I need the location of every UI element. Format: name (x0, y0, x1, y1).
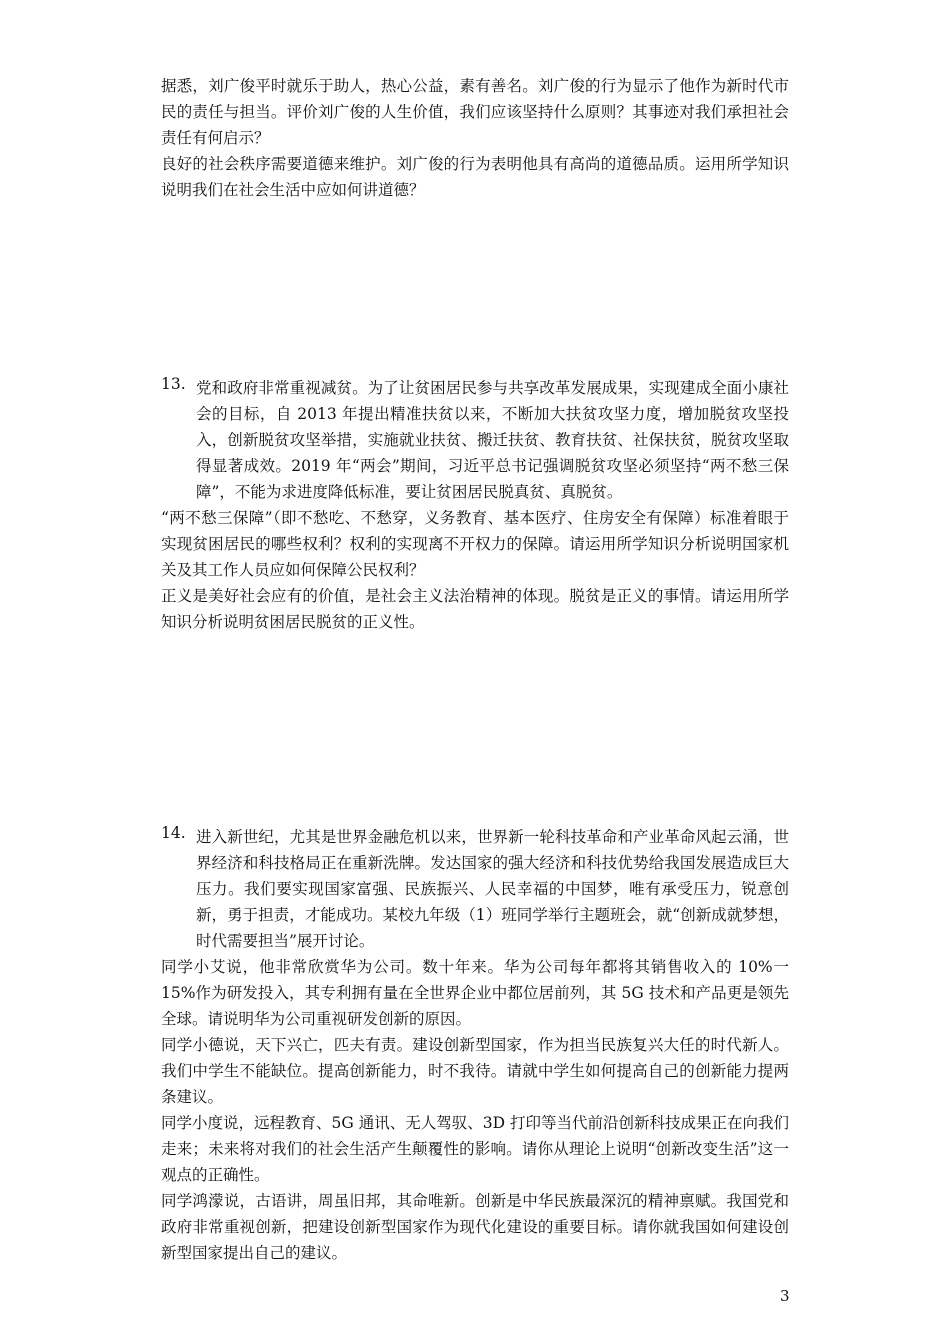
intro-paragraph: 据悉，刘广俊平时就乐于助人，热心公益，素有善名。刘广俊的行为显示了他作为新时代市民的责任与担当。评价刘广俊的人生价值，我们应该坚持什么原则？其事迹对我们承担社会责任有何启示？ (161, 77, 789, 147)
question-14-sub-3: 同学小度说，远程教育、5G 通讯、无人驾驭、3D 打印等当代前沿创新科技成果正在向我们走来；未来将对我们的社会生活产生颠覆性的影响。请你从理论上说明“创新改变生活”这一观点的正确性。 (161, 1114, 789, 1184)
intro-section (161, 73, 789, 203)
question-14-sub-2: 同学小德说，天下兴亡，匹夫有责。建设创新型国家，作为担当民族复兴大任的时代新人。我们中学生不能缺位。提高创新能力，时不我待。请就中学生如何提高自己的创新能力提两条建议。 (161, 1036, 789, 1106)
question-13-sub-2: 正义是美好社会应有的价值，是社会主义法治精神的体现。脱贫是正义的事情。请运用所学知识分析说明贫困居民脱贫的正义性。 (161, 587, 789, 631)
question-13-stem-block (161, 375, 789, 505)
question-14 (161, 824, 789, 1266)
question-14-stem-block (161, 824, 789, 954)
page-number: 3 (780, 1287, 790, 1305)
question-number: 14. (161, 824, 186, 842)
question-13-sub-1: “两不愁三保障”（即不愁吃、不愁穿，义务教育、基本医疗、住房安全有保障）标准着眼于实现贫困居民的哪些权利？权利的实现离不开权力的保障。请运用所学知识分析说明国家机关及其工作人员应如何保障公民权利？ (161, 509, 789, 579)
question-14-sub-1: 同学小艾说，他非常欣赏华为公司。数十年来。华为公司每年都将其销售收入的 10%一 15%作为研发投入，其专利拥有量在全世界企业中都位居前列，其 5G 技术和产品更是领先全球。请说明华为公司重视研发创新的原因。 (161, 958, 789, 1028)
question-14-stem: 进入新世纪，尤其是世界金融危机以来，世界新一轮科技革命和产业革命风起云涌，世界经济和科技格局正在重新洗牌。发达国家的强大经济和科技优势给我国发展造成巨大压力。我们要实现国家富强、民族振兴、人民幸福的中国梦，唯有承受压力，锐意创新，勇于担责，才能成功。某校九年级（1）班同学举行主题班会，就“创新成就梦想，时代需要担当”展开讨论。 (196, 828, 789, 950)
question-number: 13. (161, 375, 186, 393)
question-14-sub-4: 同学鸿濛说，古语讲，周虽旧邦，其命唯新。创新是中华民族最深沉的精神禀赋。我国党和政府非常重视创新，把建设创新型国家作为现代化建设的重要目标。请你就我国如何建设创新型国家提出自己的建议。 (161, 1192, 789, 1262)
intro-question: 良好的社会秩序需要道德来维护。刘广俊的行为表明他具有高尚的道德品质。运用所学知识说明我们在社会生活中应如何讲道德？ (161, 155, 789, 199)
question-13 (161, 375, 789, 635)
question-13-stem: 党和政府非常重视减贫。为了让贫困居民参与共享改革发展成果，实现建成全面小康社会的目标，自 2013 年提出精准扶贫以来，不断加大扶贫攻坚力度，增加脱贫攻坚投入，创新脱贫攻坚举措，实施就业扶贫、搬迁扶贫、教育扶贫、社保扶贫，脱贫攻坚取得显著成效。2019 年“两会”期间，习近平总书记强调脱贫攻坚必须坚持“两不愁三保障”，不能为求进度降低标准，要让贫困居民脱真贫、真脱贫。 (196, 379, 789, 501)
